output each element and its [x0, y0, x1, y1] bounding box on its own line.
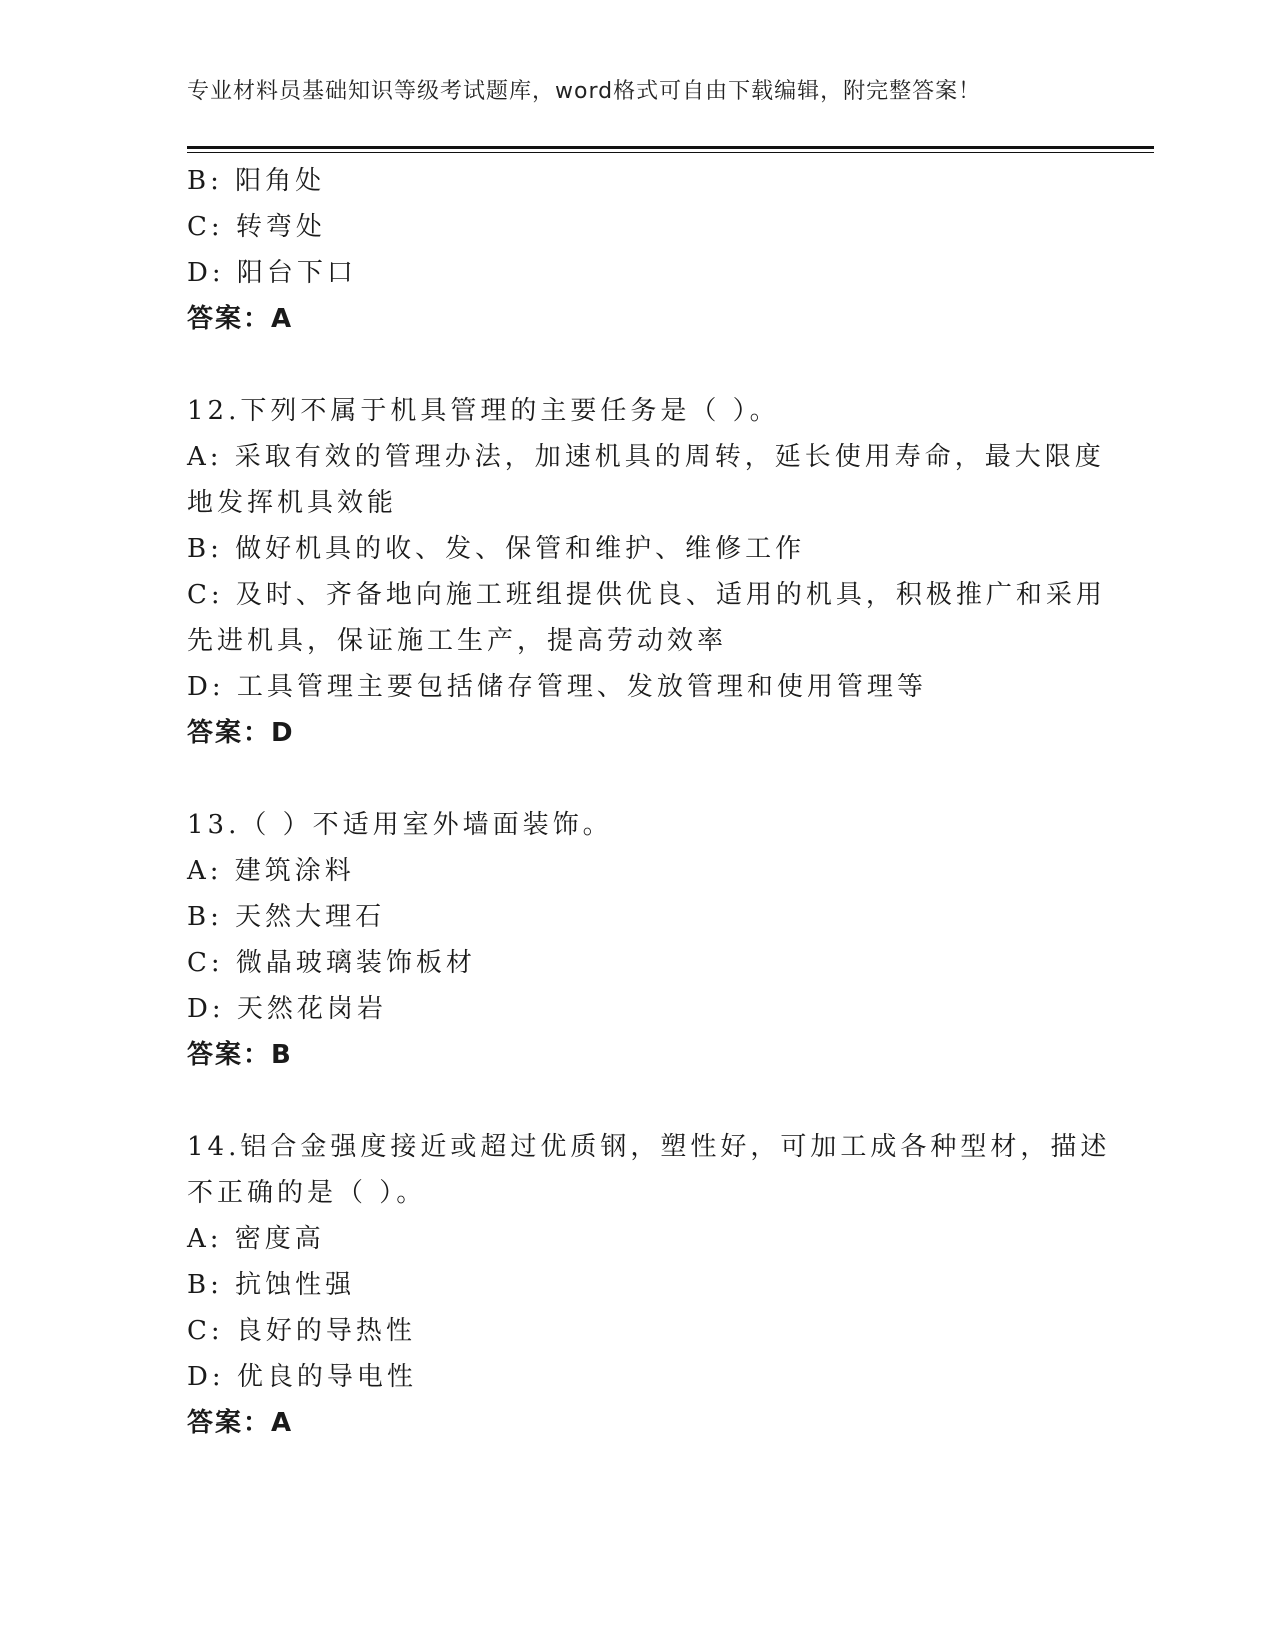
option-line: C: 良好的导热性 [187, 1316, 416, 1346]
option-line: D: 阳台下口 [187, 258, 357, 288]
question-12 [187, 388, 1106, 756]
option-line: B: 阳角处 [187, 166, 326, 196]
partial-question [187, 158, 1087, 342]
option-line: 地发挥机具效能 [187, 488, 398, 518]
question-13 [187, 802, 1087, 1078]
option-line: B: 做好机具的收、发、保管和维护、维修工作 [187, 534, 806, 564]
question-stem: 13.（ ）不适用室外墙面装饰。 [187, 810, 613, 840]
option-line: B: 天然大理石 [187, 902, 386, 932]
answer-line: 答案：D [187, 718, 295, 748]
option-line: 先进机具，保证施工生产，提高劳动效率 [187, 626, 728, 656]
option-line: A: 密度高 [187, 1224, 325, 1254]
question-stem: 不正确的是（ ）。 [187, 1178, 427, 1208]
header-rule-thin [187, 152, 1154, 153]
question-14 [187, 1124, 1111, 1446]
document-body [187, 158, 1111, 1446]
answer-line: 答案：B [187, 1040, 293, 1070]
question-stem: 14.铝合金强度接近或超过优质钢，塑性好，可加工成各种型材，描述 [187, 1132, 1111, 1162]
option-line: D: 工具管理主要包括储存管理、发放管理和使用管理等 [187, 672, 927, 702]
option-line: D: 优良的导电性 [187, 1362, 417, 1392]
option-line: A: 采取有效的管理办法，加速机具的周转，延长使用寿命，最大限度 [187, 442, 1105, 472]
option-line: A: 建筑涂料 [187, 856, 355, 886]
question-stem: 12.下列不属于机具管理的主要任务是（ ）。 [187, 396, 780, 426]
page-header: 专业材料员基础知识等级考试题库，word格式可自由下载编辑，附完整答案！ [187, 79, 982, 104]
header-rule-thick [187, 146, 1154, 149]
option-line: D: 天然花岗岩 [187, 994, 387, 1024]
option-line: C: 微晶玻璃装饰板材 [187, 948, 476, 978]
option-line: C: 转弯处 [187, 212, 326, 242]
answer-line: 答案：A [187, 1408, 294, 1438]
answer-line: 答案：A [187, 304, 294, 334]
option-line: B: 抗蚀性强 [187, 1270, 356, 1300]
option-line: C: 及时、齐备地向施工班组提供优良、适用的机具，积极推广和采用 [187, 580, 1106, 610]
